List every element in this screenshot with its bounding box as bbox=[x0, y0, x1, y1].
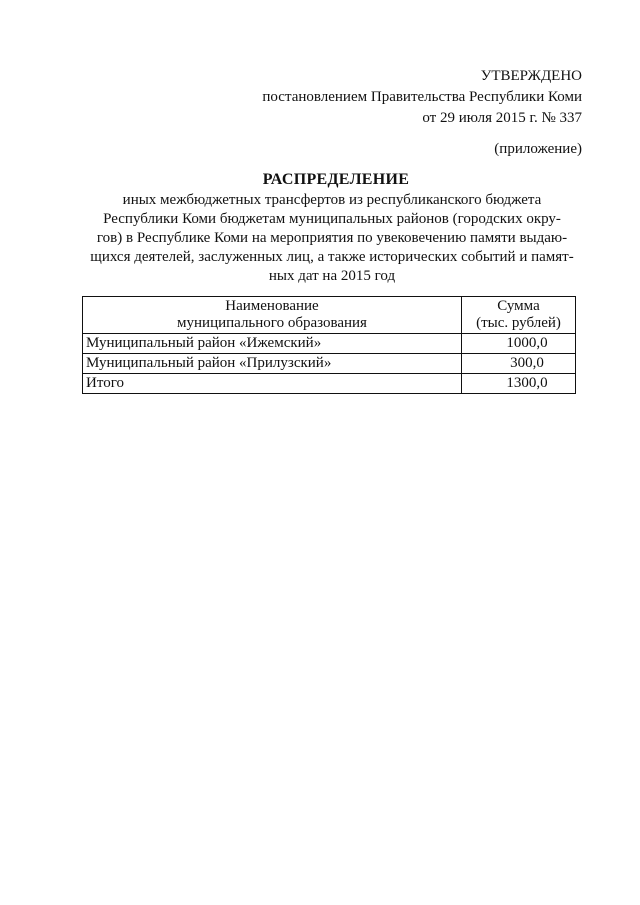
row-amount: 1000,0 bbox=[462, 334, 576, 354]
total-label: Итого bbox=[83, 374, 462, 394]
approval-date-number: от 29 июля 2015 г. № 337 bbox=[422, 110, 582, 126]
header-sum bbox=[462, 297, 576, 334]
attachment-label: (приложение) bbox=[494, 141, 582, 157]
document-subtitle bbox=[82, 191, 582, 286]
header-municipality-line: Наименование bbox=[225, 298, 319, 314]
subtitle-line: щихся деятелей, заслуженных лиц, а также исторических событий и памят- bbox=[90, 249, 574, 265]
distribution-table bbox=[82, 296, 576, 394]
table-row bbox=[83, 334, 576, 354]
subtitle-line: Республики Коми бюджетам муниципальных районов (городских окру- bbox=[103, 211, 561, 227]
total-amount: 1300,0 bbox=[462, 374, 576, 394]
approval-authority: постановлением Правительства Республики Коми bbox=[262, 89, 582, 105]
approval-stamp bbox=[262, 66, 582, 129]
row-municipality: Муниципальный район «Прилузский» bbox=[83, 354, 462, 374]
header-municipality-line: муниципального образования bbox=[177, 315, 367, 331]
table-header-row bbox=[83, 297, 576, 334]
subtitle-line: иных межбюджетных трансфертов из республиканского бюджета bbox=[122, 192, 542, 208]
subtitle-line: гов) в Республике Коми на мероприятия по увековечению памяти выдаю- bbox=[96, 230, 568, 246]
row-municipality: Муниципальный район «Ижемский» bbox=[83, 334, 462, 354]
header-sum-line: (тыс. рублей) bbox=[476, 315, 561, 331]
table-total-row bbox=[83, 374, 576, 394]
row-amount: 300,0 bbox=[462, 354, 576, 374]
document-title: РАСПРЕДЕЛЕНИЕ bbox=[262, 171, 410, 188]
header-municipality bbox=[83, 297, 462, 334]
header-sum-line: Сумма bbox=[497, 298, 540, 314]
approval-heading: УТВЕРЖДЕНО bbox=[480, 68, 582, 84]
table-row bbox=[83, 354, 576, 374]
subtitle-line: ных дат на 2015 год bbox=[268, 268, 396, 284]
